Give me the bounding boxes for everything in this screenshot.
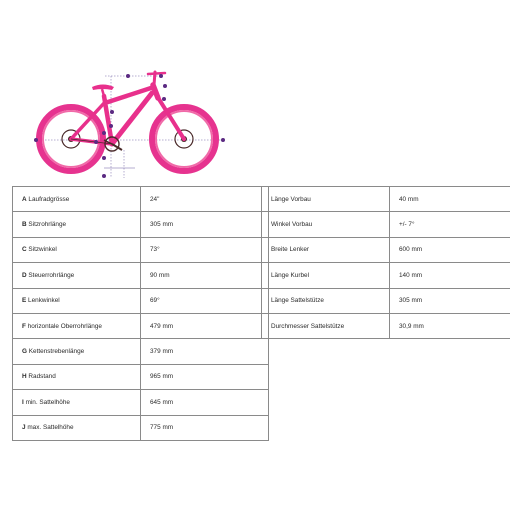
- row-value: 90 mm: [141, 263, 269, 288]
- row-value: 30,9 mm: [390, 313, 510, 338]
- table-row: [13, 364, 269, 389]
- row-value: 379 mm: [141, 339, 269, 364]
- row-value: 40 mm: [390, 187, 510, 212]
- row-letter: I: [22, 398, 24, 406]
- row-value: 73°: [141, 237, 269, 262]
- row-value: 965 mm: [141, 364, 269, 389]
- marker-rear-axle: [34, 138, 38, 142]
- row-value: 600 mm: [390, 237, 510, 262]
- saddle: [92, 85, 114, 97]
- row-label: Breite Lenker: [262, 237, 390, 262]
- marker-bottom: [102, 174, 106, 178]
- row-letter: E: [22, 297, 27, 305]
- row-label: [13, 288, 141, 313]
- bike-frame: [71, 72, 184, 144]
- row-label: Durchmesser Sattelstütze: [262, 313, 390, 338]
- row-value: 645 mm: [141, 390, 269, 415]
- row-value: 69°: [141, 288, 269, 313]
- marker-head-low: [162, 97, 166, 101]
- row-label: Länge Kurbel: [262, 263, 390, 288]
- table-row: [13, 263, 269, 288]
- marker-front-axle: [221, 138, 225, 142]
- row-letter: J: [22, 424, 26, 432]
- row-label: [13, 313, 141, 338]
- marker-seat-angle: [102, 131, 106, 135]
- row-letter: F: [22, 322, 26, 330]
- row-label-text: Laufradgrösse: [28, 195, 70, 203]
- row-letter: A: [22, 195, 27, 203]
- row-label-text: Radstand: [28, 373, 56, 381]
- geometry-table-right: [261, 186, 510, 339]
- table-row: [262, 288, 510, 313]
- marker-chainstay: [102, 156, 106, 160]
- row-label: [13, 263, 141, 288]
- row-value: +/- 7°: [390, 212, 510, 237]
- row-label: [13, 390, 141, 415]
- table-row: [13, 288, 269, 313]
- row-letter: G: [22, 348, 27, 356]
- row-value: 775 mm: [141, 415, 269, 440]
- dimension-lines: [36, 76, 223, 178]
- row-value: 305 mm: [390, 288, 510, 313]
- table-row: [13, 187, 269, 212]
- row-value: 24": [141, 187, 269, 212]
- row-label-text: horizontale Oberrohrlänge: [27, 322, 102, 330]
- table-row: [13, 390, 269, 415]
- row-value: 479 mm: [141, 313, 269, 338]
- table-row: [262, 212, 510, 237]
- marker-bb: [94, 140, 98, 144]
- row-label: [13, 187, 141, 212]
- row-label-text: Sitzwinkel: [28, 246, 57, 254]
- row-letter: D: [22, 271, 27, 279]
- row-letter: C: [22, 246, 27, 254]
- row-value: 140 mm: [390, 263, 510, 288]
- row-letter: H: [22, 373, 27, 381]
- row-label-text: Steuerrohrlänge: [28, 271, 75, 279]
- marker-seattube-top: [110, 110, 114, 114]
- row-label-text: Kettenstrebenlänge: [28, 348, 85, 356]
- row-letter: B: [22, 221, 27, 229]
- row-label-text: max. Sattelhöhe: [27, 424, 74, 432]
- table-row: [262, 263, 510, 288]
- bike-geometry-diagram: [0, 0, 510, 180]
- row-label: [13, 364, 141, 389]
- row-label: [13, 415, 141, 440]
- row-label: [13, 339, 141, 364]
- marker-head-top: [159, 74, 163, 78]
- table-row: [262, 237, 510, 262]
- row-label: Länge Vorbau: [262, 187, 390, 212]
- row-label: Länge Sattelstütze: [262, 288, 390, 313]
- table-row: [13, 415, 269, 440]
- row-label: Winkel Vorbau: [262, 212, 390, 237]
- row-label: [13, 212, 141, 237]
- row-label-text: min. Sattelhöhe: [25, 398, 70, 406]
- table-row: [13, 313, 269, 338]
- table-row: [13, 339, 269, 364]
- measure-markers: [34, 74, 225, 178]
- geometry-table-left: [12, 186, 269, 441]
- row-value: 305 mm: [141, 212, 269, 237]
- table-row: [262, 187, 510, 212]
- row-label: [13, 237, 141, 262]
- row-label-text: Sitzrohrlänge: [28, 221, 67, 229]
- table-row: [262, 313, 510, 338]
- marker-top-left: [126, 74, 130, 78]
- marker-head-mid: [163, 84, 167, 88]
- table-row: [13, 212, 269, 237]
- marker-seattube-mid: [109, 124, 113, 128]
- row-label-text: Lenkwinkel: [28, 297, 60, 305]
- table-row: [13, 237, 269, 262]
